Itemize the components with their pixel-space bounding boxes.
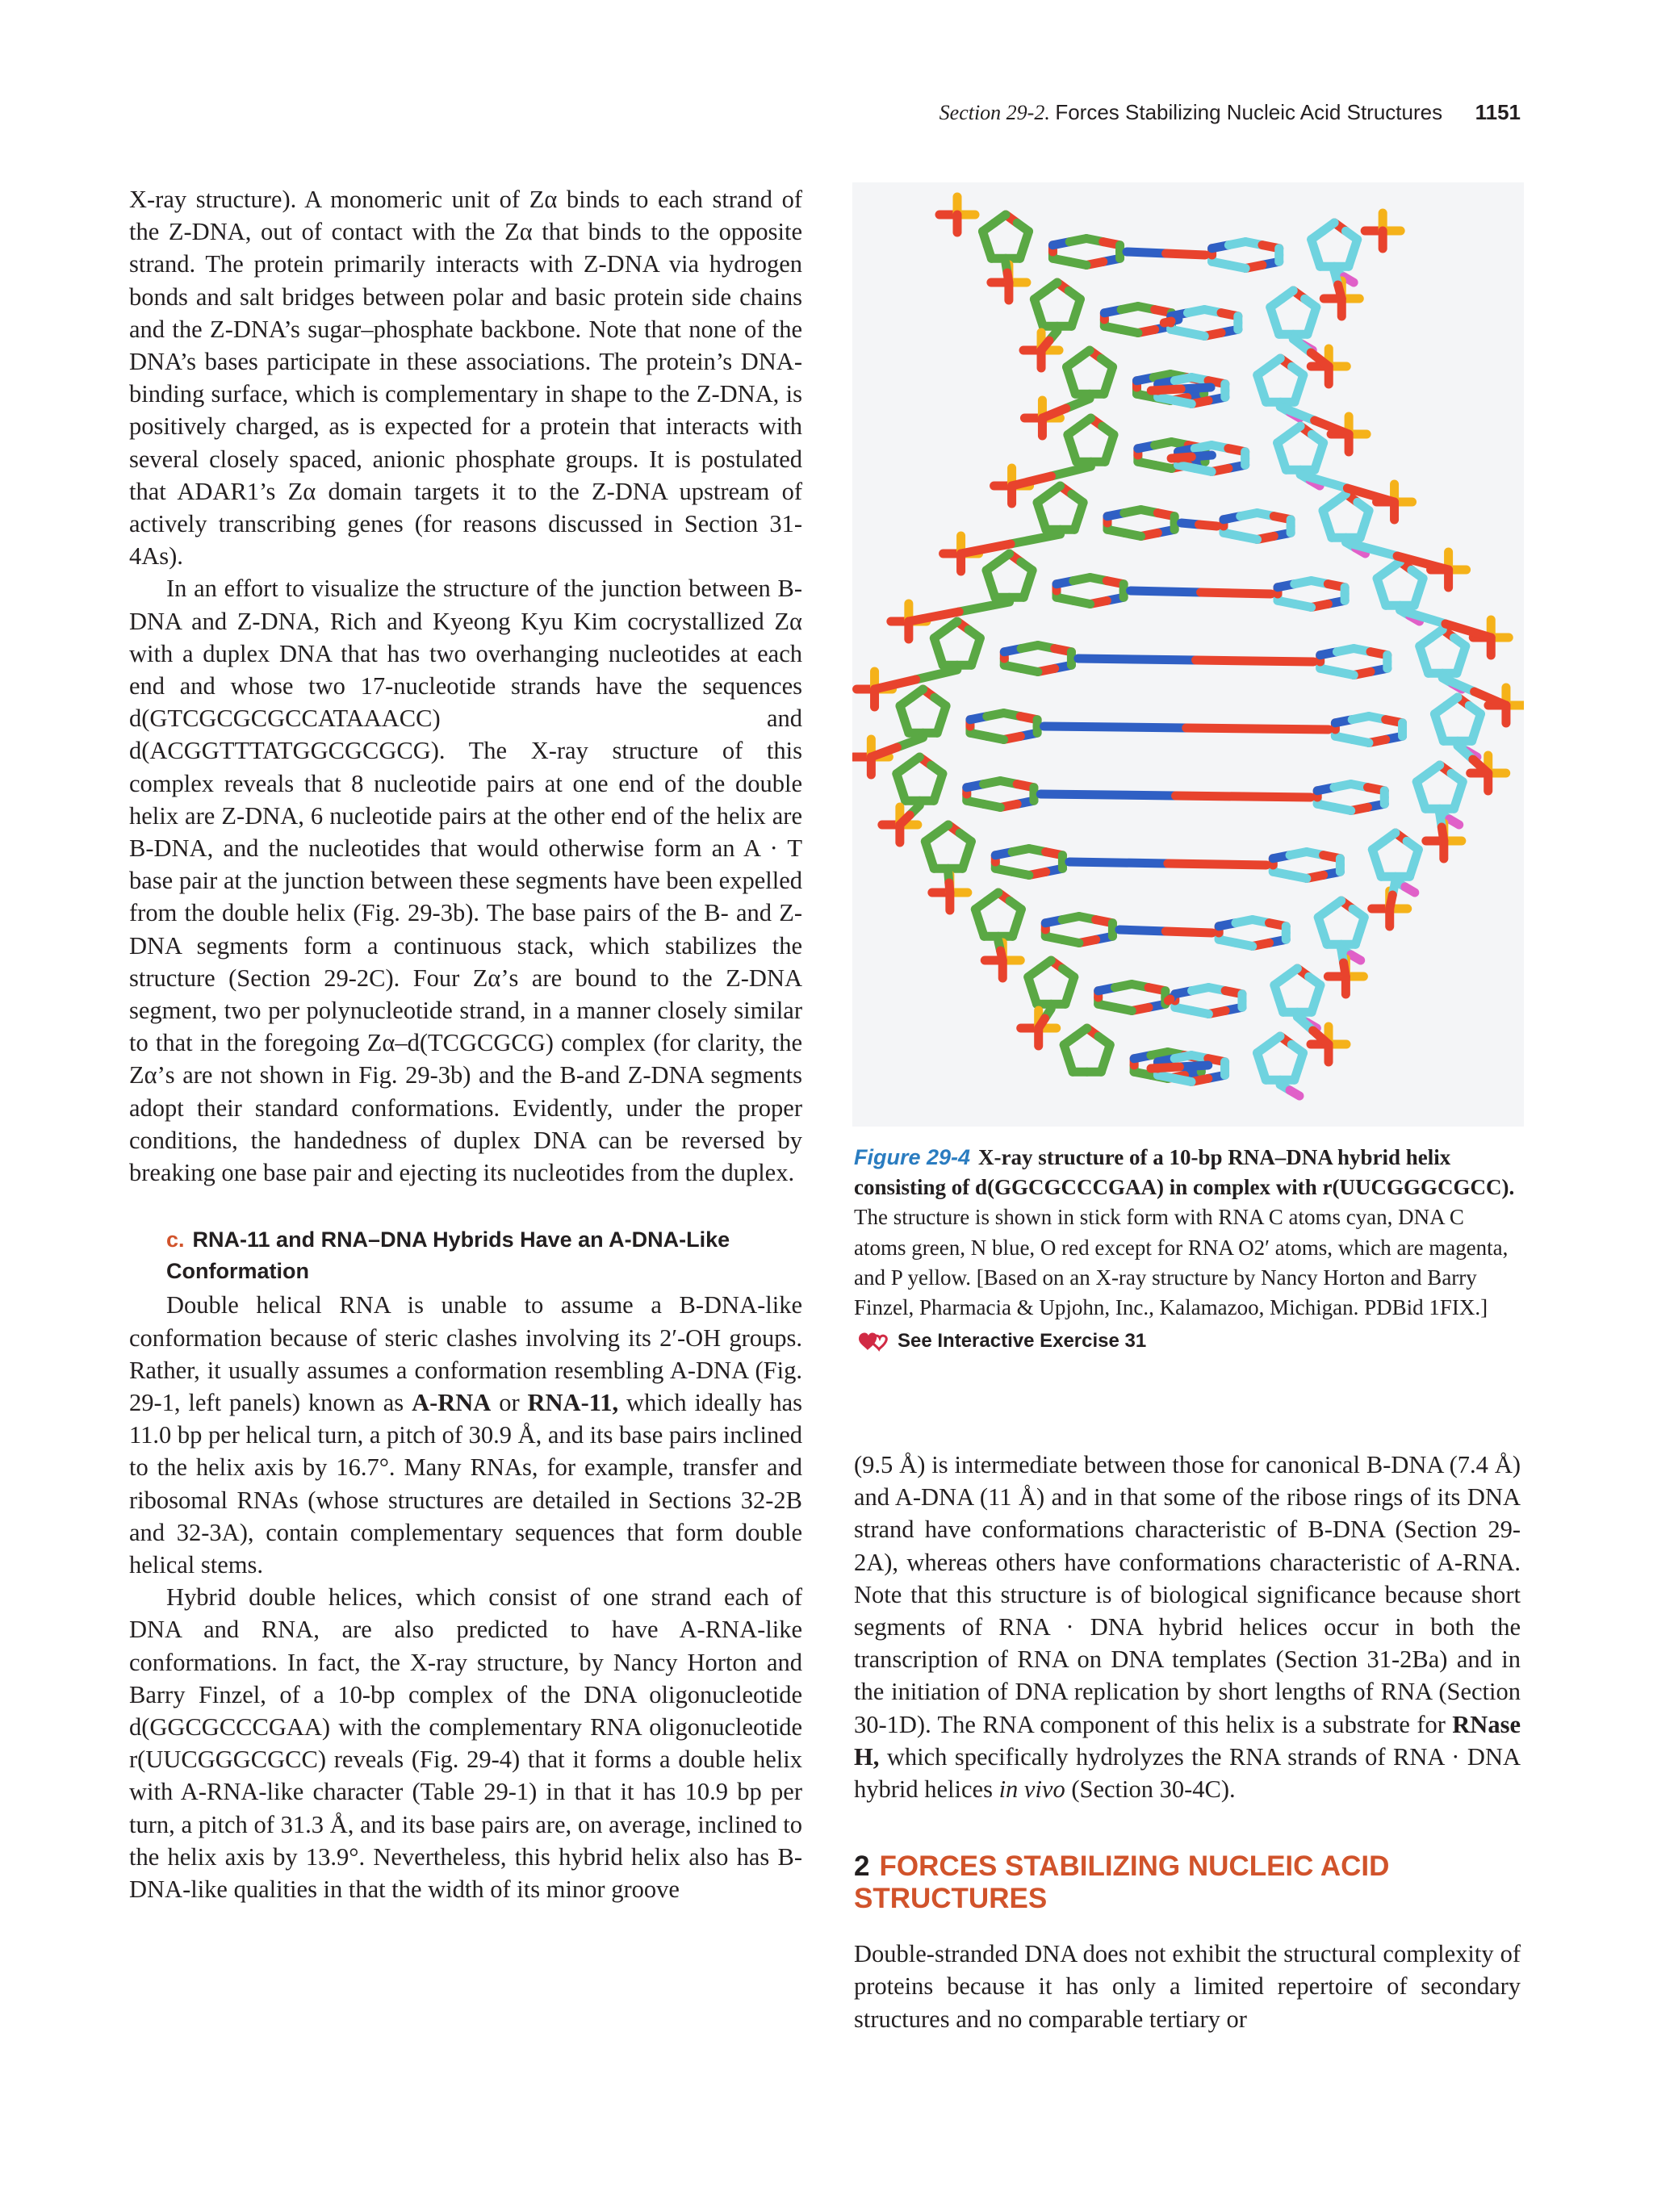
dna-sugar (1079, 418, 1090, 426)
base-pair-hbond (1176, 796, 1311, 797)
rna-sugar (1329, 901, 1341, 909)
rna-sugar (1428, 765, 1439, 773)
text-run: Double helical RNA is unable to assume a B-DNA-like conformation because of steric clashes involving its 2′-OH groups. Rather, it usually assumes a conformation resembling A-DNA (Fig. 29-1, left panels) known as (129, 1291, 802, 1416)
text-run: (9.5 Å) is intermediate between those for canonical B-DNA (7.4 Å) and A-DNA (11 Å) and in that some of the ribose rings of its DNA strand have conformations characteristic of B-DNA (Section 29-2A), whereas others have conformations characteristic of A-RNA. Note that this structure is of biological significance because short segments of RNA · DNA hybrid helices occur in both the transcription of RNA on DNA templates (Section 31-2Ba) and in the initiation of DNA replication by short lengths of RNA (Section 30-1D). The RNA component of this helix is a substrate for (854, 1451, 1521, 1738)
text-run: which ideally has 11.0 bp per helical turn, a pitch of 30.9 Å, and its base pairs inclined to the helix axis by 16.7°. Many RNAs, for example, transfer and ribosomal RNAs (whose structures are detailed in Sections 32-2B and 32-3A), contain complementary sequences that form double helical stems. (129, 1388, 803, 1579)
rna-sugar (1431, 629, 1442, 638)
body-paragraph (854, 1449, 1521, 1805)
base-pair-hbond (1168, 863, 1266, 865)
rna-sugar (1269, 358, 1280, 366)
dna-sugar (987, 893, 998, 901)
section-number: 2 (854, 1850, 870, 1883)
dna-backbone (961, 544, 1011, 554)
key-term: RNase H, (854, 1710, 1521, 1771)
base-pair-hbond (1127, 252, 1166, 253)
subsection-letter: c. (166, 1227, 185, 1252)
subsection-title: RNA-11 and RNA–DNA Hybrids Have an A-DNA-Like Conformation (166, 1227, 730, 1284)
text-run: (Section 30-4C). (1065, 1775, 1236, 1804)
section-heading (854, 1850, 1521, 1915)
dna-sugar (937, 825, 948, 833)
dna-backbone (1041, 341, 1049, 350)
base-pair-hbond (1168, 999, 1170, 1001)
figure-label: Figure 29-4 (854, 1145, 971, 1169)
rna-sugar (1282, 291, 1293, 299)
rna-backbone (1442, 827, 1444, 841)
dna-backbone (1011, 534, 1061, 544)
o2-prime-oxygen (1290, 1090, 1299, 1096)
dna-backbone (1007, 273, 1009, 282)
running-header (807, 100, 1521, 125)
dna-backbone (1001, 951, 1003, 960)
base-pair-hbond (1201, 592, 1271, 594)
body-paragraph (129, 1289, 802, 1581)
rna-sugar (1446, 697, 1458, 705)
base-pair-hbond (1199, 525, 1217, 526)
rna-backbone (1338, 285, 1342, 299)
key-term: A-RNA (412, 1388, 492, 1416)
rna-backbone (1390, 895, 1393, 909)
dna-sugar (946, 621, 957, 629)
dna-backbone (949, 883, 950, 893)
text-run: which specifically hydrolyzes the RNA strands of RNA · DNA hybrid helices (854, 1742, 1521, 1804)
body-paragraph: X-ray structure). A monomeric unit of Zα binds to each strand of the Z-DNA, out of contact with the Zα that binds to the opposite strand. The protein primarily interacts with Z-DNA via hydrogen bonds and salt bridges between polar and basic protein side chains and the Z-DNA’s sugar–phosphate backbone. Note that none of the DNA’s bases participate in these associations. The protein’s DNA-binding surface, which is complementary in shape to the Z-DNA, is positively charged, as is expected for a protein that interacts with several closely spaced, anionic phosphate groups. It is postulated that ADAR1’s Zα domain targets it to the Z-DNA upstream of actively transcribing genes (for reasons discussed in Section 31-4As). (129, 186, 802, 571)
interactive-exercise-icon (854, 1329, 889, 1353)
dna-sugar (1075, 1028, 1086, 1036)
base-pair-hbond (1119, 930, 1165, 931)
o2-prime-oxygen (1405, 887, 1415, 893)
rna-backbone (1475, 692, 1506, 705)
rna-sugar (1388, 562, 1400, 570)
rna-sugar (1269, 1036, 1280, 1044)
rna-sugar (1289, 426, 1300, 434)
dna-backbone (959, 602, 1009, 612)
dna-sugar (994, 215, 1006, 223)
base-pair-hbond (1078, 659, 1196, 660)
dna-backbone (909, 612, 959, 621)
rna-sugar (1286, 968, 1297, 976)
rna-backbone (1344, 963, 1346, 976)
header-section-title: Forces Stabilizing Nucleic Acid Structures (1055, 100, 1443, 124)
rna-dna-hybrid-stick-model (852, 182, 1524, 1127)
right-column (854, 1449, 1521, 2035)
rna-backbone (1442, 678, 1474, 692)
base-pair-hbond (1181, 387, 1211, 389)
base-pair-hbond (1044, 726, 1186, 728)
base-pair-hbond (1040, 794, 1175, 796)
base-pair-hbond (1186, 728, 1329, 730)
o2-prime-oxygen (1351, 955, 1361, 960)
base-pair-hbond (1164, 321, 1171, 323)
dna-backbone (1039, 1018, 1045, 1028)
dna-sugar (1078, 350, 1090, 358)
header-section-label: Section 29-2. (939, 101, 1050, 124)
body-paragraph: Double-stranded DNA does not exhibit the structural complexity of proteins because it has only a limited repertoire of secondary structures and no comparable tertiary or (854, 1940, 1521, 2033)
dna-backbone (875, 679, 916, 689)
dna-sugar (911, 689, 923, 697)
dna-backbone (916, 670, 957, 679)
base-pair-hbond (1165, 931, 1212, 933)
dna-sugar (1040, 960, 1051, 968)
molecular-structure-figure (852, 182, 1524, 1127)
dna-sugar (908, 757, 919, 765)
left-column (129, 183, 802, 1905)
figure-caption (854, 1143, 1521, 1356)
interactive-exercise-label: See Interactive Exercise 31 (898, 1330, 1147, 1353)
rna-sugar (1334, 494, 1345, 502)
base-pair-hbond (1171, 457, 1191, 458)
body-paragraph: In an effort to visualize the structure of the junction between B-DNA and Z-DNA, Rich and Kyeong Kyu Kim cocrystallized Zα with a duplex DNA that has two overhanging nucleotides at each end and whose two 17-nucleotide strands have the sequences d(GTCGCGCGCCATAAACC) and d(ACGGTTTATGGCGCGCG). The X-ray structure of this complex reveals that 8 nucleotide pairs at one end of the double helix are Z-DNA, 6 nucleotide pairs at the other end of the helix are B-DNA, and the nucleotides that would otherwise form an A · T base pair at the junction between these segments have been expelled from the double helix (Fig. 29-3b). The base pairs of the B- and Z-DNA segments form a continuous stack, which stabilizes the structure (Section 29-2C). Four Zα’s are bound to the Z-DNA segment, two per polynucleotide strand, in a manner closely similar to that in the foregoing Zα–d(TCGCGCG) complex (for clarity, the Zα’s are not shown in Fig. 29-3b) and the B-and Z-DNA segments adopt their standard conformations. Evidently, under the proper conditions, the handedness of duplex DNA can be reversed by breaking one base pair and ejecting its nucleotides from the duplex. (129, 575, 802, 1187)
body-paragraph: Hybrid double helices, which consist of one strand each of DNA and RNA, are also predicted to have A-RNA-like conformations. In fact, the X-ray structure, by Nancy Horton and Barry Finzel, of a 10-bp complex of the DNA oligonucleotide d(GGCGCCCGAA) with the complementary RNA oligonucleotide r(UUCGGGCGCC) reveals (Fig. 29-4) that it forms a double helix with A-RNA-like character (Table 29-1) in that it has 10.9 bp per turn, a pitch of 31.3 Å, and its base pairs are, on average, inclined to the helix axis by 13.9°. Nevertheless, this hybrid helix also has B-DNA-like qualities in that the width of its minor groove (129, 1583, 802, 1903)
dna-backbone (1052, 466, 1091, 476)
dna-sugar (1046, 282, 1057, 291)
figure-title: X-ray structure of a 10-bp RNA–DNA hybrid helix consisting of d(GGCGCCCGAA) in complex with r(UUCGGGCGCC). (854, 1145, 1515, 1200)
dna-sugar (1048, 486, 1060, 494)
dna-sugar (998, 554, 1009, 562)
rna-sugar (1323, 223, 1334, 231)
base-pair-hbond (1069, 862, 1168, 863)
base-pair-hbond (1196, 660, 1314, 662)
italic-term: in vivo (998, 1775, 1065, 1804)
section-title: FORCES STABILIZING NUCLEIC ACID STRUCTURES (854, 1850, 1390, 1915)
base-pair-hbond (1131, 591, 1201, 592)
key-term: RNA-11, (527, 1388, 619, 1416)
text-run: or (491, 1388, 528, 1416)
dna-backbone (1012, 476, 1052, 486)
base-pair-hbond (1166, 253, 1206, 255)
subsection-heading (129, 1224, 802, 1287)
interactive-exercise-link[interactable] (854, 1326, 1521, 1356)
figure-caption-body: The structure is shown in stick form with RNA C atoms cyan, DNA C atoms green, N blue, O red except for RNA O2′ atoms, which are magenta, and P yellow. [Based on an X-ray structure by Nancy Horton and Barry Finzel, Pharmacia & Upjohn, Inc., Kalamazoo, Michigan. PDBid 1FIX.] (854, 1205, 1509, 1320)
o2-prime-oxygen (1450, 819, 1459, 825)
rna-sugar (1384, 833, 1396, 841)
page-number: 1151 (1475, 100, 1521, 124)
base-pair-hbond (1151, 1067, 1179, 1068)
base-pair-hbond (1151, 389, 1181, 391)
